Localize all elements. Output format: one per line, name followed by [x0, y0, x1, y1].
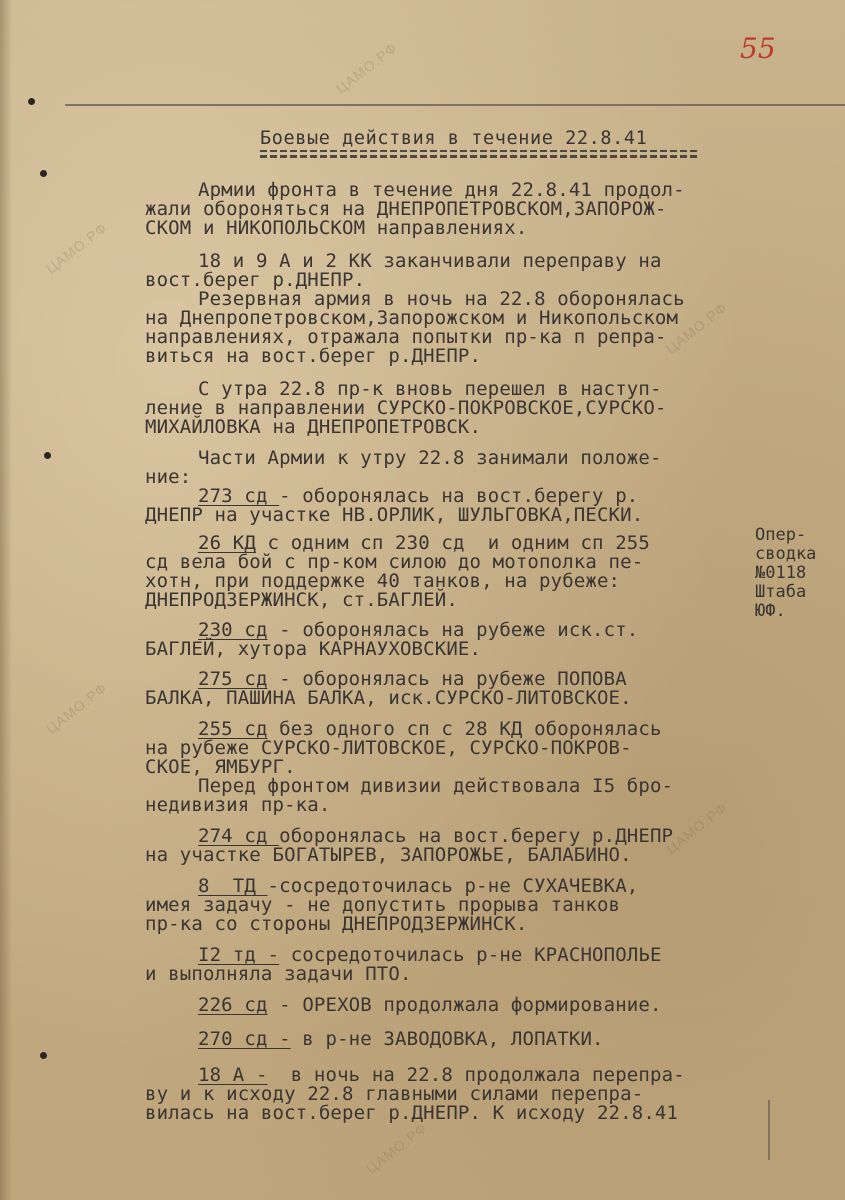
page-edge-shadow — [0, 0, 12, 1200]
text-span: ние: — [145, 466, 192, 488]
text-line — [145, 738, 632, 758]
text-span: на участке БОГАТЫРЕВ, ЗАПОРОЖЬЕ, БАЛАБИНО. — [145, 844, 632, 866]
margin-line — [768, 1100, 770, 1160]
text-span: без одного сп с 28 КД оборонялась — [267, 718, 662, 740]
text-line — [145, 398, 667, 418]
text-span: сосредоточилась р-не КРАСНОПОЛЬЕ — [279, 944, 662, 966]
document-title: Боевые действия в течение 22.8.41 — [260, 128, 648, 149]
text-line — [145, 199, 667, 219]
text-line — [198, 1029, 604, 1049]
text-line — [145, 346, 481, 366]
text-span: сд вела бой с пр-ком силою до мотополка пе- — [145, 551, 644, 573]
text-line — [198, 719, 662, 739]
binding-hole — [28, 98, 35, 105]
margin-note-line: №0118 — [755, 563, 807, 583]
text-line — [145, 895, 620, 915]
text-line — [145, 914, 527, 934]
text-span: ву и к исходу 22.8 главными силами перепра- — [145, 1083, 644, 1105]
margin-note-line: Штаба — [755, 582, 807, 602]
header-rule — [65, 104, 845, 106]
text-span: направлениях, отражала попытки пр-ка п репра- — [145, 326, 667, 348]
text-line — [198, 776, 673, 796]
text-span: -сосредоточилась р-не СУХАЧЕВКА, — [267, 875, 639, 897]
text-line — [198, 945, 662, 965]
watermark: ЦАМО.РФ — [42, 679, 111, 737]
unit-name: 270 сд - — [198, 1028, 291, 1050]
text-span: оборонялась на вост.берегу р.ДНЕПР — [279, 825, 674, 847]
binding-hole — [40, 1052, 47, 1059]
text-span: в ночь на 22.8 продолжала перепра- — [267, 1064, 685, 1086]
text-line — [145, 757, 296, 777]
text-span: Перед фронтом дивизии действовала I5 бро- — [198, 775, 674, 797]
text-line — [198, 180, 685, 200]
text-span: МИХАЙЛОВКА на ДНЕПРОПЕТРОВСК. — [145, 416, 482, 438]
text-line — [145, 1103, 678, 1123]
text-line — [198, 486, 638, 506]
watermark: ЦАМО.РФ — [42, 219, 111, 277]
text-line — [198, 1065, 685, 1085]
text-span: СКОЕ, ЯМБУРГ. — [145, 756, 296, 778]
text-span: Резервная армия в ночь на 22.8 оборонялась — [198, 288, 685, 310]
text-line — [145, 795, 330, 815]
text-line — [145, 590, 458, 610]
text-span: и выполняла задачи ПТО. — [145, 963, 412, 985]
text-span: ДНЕПР на участке НВ.ОРЛИК, ШУЛЬГОВКА,ПЕСКИ. — [145, 504, 644, 526]
text-span: с одним сп 230 сд и одним сп 255 — [255, 532, 650, 554]
unit-name: 275 сд — [198, 668, 268, 690]
page-number: 55 — [740, 32, 776, 65]
watermark: ЦАМО.РФ — [662, 299, 731, 357]
text-line — [198, 448, 662, 468]
text-span: вилась на вост.берег р.ДНЕПР. К исходу 22.8.41 — [145, 1102, 679, 1124]
text-span: жали обороняться на ДНЕПРОПЕТРОВСКОМ,ЗАПОРОЖ- — [145, 198, 667, 220]
text-span: БАГЛЕЙ, хутора КАРНАУХОВСКИЕ. — [145, 638, 482, 660]
text-line — [198, 876, 638, 896]
unit-name: I2 тд - — [198, 944, 280, 966]
text-line — [145, 1084, 643, 1104]
text-line — [198, 533, 650, 553]
text-span: недивизия пр-ка. — [145, 794, 331, 816]
text-span: ление в направлении СУРСКО-ПОКРОВСКОЕ,СУРСКО- — [145, 397, 667, 419]
margin-note-line: ЮФ. — [755, 601, 786, 621]
text-line — [145, 218, 527, 238]
text-line — [145, 327, 667, 347]
text-span: С утра 22.8 пр-к вновь перешел в наступ- — [198, 378, 662, 400]
unit-name: 255 сд — [198, 718, 268, 740]
binding-hole — [44, 452, 51, 459]
text-span: - ОРЕХОВ продолжала формирование. — [267, 994, 662, 1016]
text-line — [198, 620, 638, 640]
text-span: - оборонялась на рубеже ПОПОВА — [267, 668, 627, 690]
text-line — [145, 417, 481, 437]
watermark: ЦАМО.РФ — [662, 799, 731, 857]
text-line — [145, 505, 643, 525]
watermark: ЦАМО.РФ — [332, 39, 401, 97]
text-span: виться на вост.берег р.ДНЕПР. — [145, 345, 482, 367]
text-span: - оборонялась на рубеже иск.ст. — [267, 619, 639, 641]
text-span: 18 и 9 А и 2 КК заканчивали переправу на — [198, 250, 662, 272]
text-span: - оборонялась на вост.берегу р. — [279, 485, 639, 507]
unit-name: 18 А - — [198, 1064, 268, 1086]
unit-name: 273 сд — [198, 485, 280, 507]
text-span: имея задачу - не допустить прорыва танков — [145, 894, 621, 916]
text-span: пр-ка со стороны ДНЕПРОДЗЕРЖИНСК. — [145, 913, 528, 935]
text-span: вост.берег р.ДНЕПР. — [145, 269, 366, 291]
binding-hole — [40, 170, 47, 177]
text-span: на рубеже СУРСКО-ЛИТОВСКОЕ, СУРСКО-ПОКРОВ- — [145, 737, 632, 759]
unit-name: 26 КД — [198, 532, 256, 554]
unit-name: 230 сд — [198, 619, 268, 641]
text-line — [145, 552, 643, 572]
text-line — [145, 964, 412, 984]
text-line — [198, 826, 673, 846]
text-line — [145, 845, 632, 865]
title-double-underline — [260, 150, 700, 158]
text-span: ДНЕПРОДЗЕРЖИНСК, ст.БАГЛЕЙ. — [145, 589, 458, 611]
watermark: ЦАМО.РФ — [362, 1119, 431, 1177]
text-line — [145, 270, 365, 290]
text-span: в р-не ЗАВОДОВКА, ЛОПАТКИ. — [290, 1028, 604, 1050]
margin-note — [755, 526, 816, 621]
text-span: Части Армии к утру 22.8 занимали положе- — [198, 447, 662, 469]
text-line — [198, 251, 662, 271]
text-line — [198, 289, 685, 309]
text-line — [145, 688, 632, 708]
unit-name: 226 сд — [198, 994, 268, 1016]
unit-name: 274 сд — [198, 825, 280, 847]
text-span: на Днепропетровском,Запорожском и Никопольском — [145, 307, 679, 329]
text-span: Армии фронта в течение дня 22.8.41 продол- — [198, 179, 685, 201]
text-span: СКОМ и НИКОПОЛЬСКОМ направлениях. — [145, 217, 528, 239]
text-line — [145, 571, 620, 591]
margin-note-line: Опер- — [755, 525, 807, 545]
text-line — [198, 379, 662, 399]
text-line — [198, 669, 627, 689]
text-line — [198, 995, 662, 1015]
text-line — [145, 639, 481, 659]
unit-name: 8 ТД — [198, 875, 268, 897]
text-line — [145, 467, 191, 487]
text-span: БАЛКА, ПАШИНА БАЛКА, иск.СУРСКО-ЛИТОВСКОЕ. — [145, 687, 632, 709]
text-span: хотн, при поддержке 40 танков, на рубеже: — [145, 570, 621, 592]
margin-note-line: сводка — [755, 544, 817, 564]
text-line — [145, 308, 678, 328]
